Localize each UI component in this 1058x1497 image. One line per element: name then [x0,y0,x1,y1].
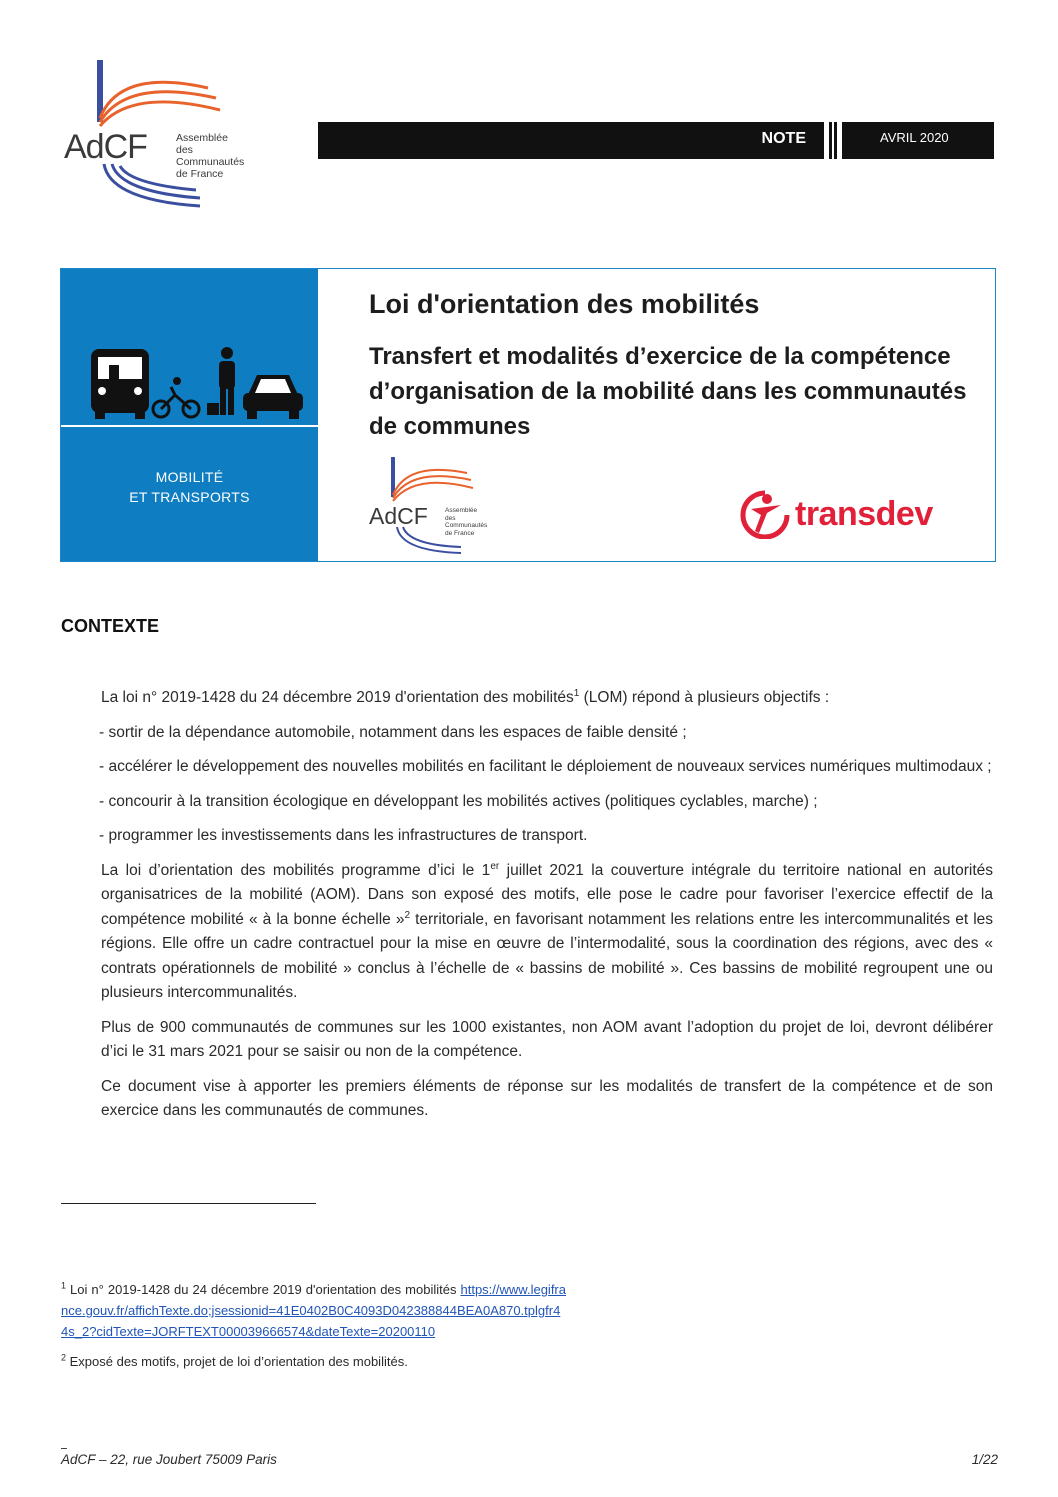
footnote-separator [61,1203,316,1204]
body-paragraph: Ce document vise à apporter les premiers éléments de réponse sur les modalités de transfert de la compétence et de son exercice dans les communautés de communes. [101,1077,993,1119]
body-paragraph: Plus de 900 communautés de communes sur les 1000 existantes, non AOM avant l’adoption du projet de loi, devront délibérer d’ici le 31 mars 2021 pour se saisir ou non de la compétence. [101,1018,993,1060]
list-item: - concourir à la transition écologique en développant les mobilités actives (politiques cyclables, marche) ; [99,792,818,810]
note-label: NOTE [761,130,806,147]
footer-mark [61,1448,67,1449]
footnote-ref[interactable]: 2 [404,909,411,921]
date-label: AVRIL 2020 [880,130,949,145]
banner-separator [829,122,832,159]
date-banner [842,122,994,159]
footnote-ref[interactable]: 1 [573,687,580,699]
transport-pictograms-icon [89,343,309,423]
footnotes [61,1279,566,1381]
transdev-logo [737,489,937,539]
document-title: Loi d'orientation des mobilités [369,289,760,319]
page-number: 1/22 [971,1452,998,1467]
footnote-1: $^1$ Loi n° 2019-1428 du 24 décembre 2019 d'orientation des mobilités https://www.legifrance.gouv.fr/affichTexte.do;jsessionid=41E0402B0C4093D042388844BEA0A870.tplgfr44s_2?cidTexte=JORFTEXT000039666574&dateTexte=20200110 [61,1280,566,1339]
logo-small-subtitle: Assemblée des Communautés de France [445,507,488,537]
adcf-logo [60,60,260,210]
transdev-figure-icon [737,489,793,539]
document-subtitle: Transfert et modalités d’exercice de la compétence d’organisation de la mobilité dans les communautés de communes [369,343,967,440]
list-item: - sortir de la dépendance automobile, notamment dans les espaces de faible densité ; [99,723,687,741]
note-banner [318,122,824,159]
section-title: CONTEXTE [61,616,160,636]
list-item: - programmer les investissements dans les infrastructures de transport. [99,827,588,844]
intro-paragraph: La loi n° 2019-1428 du 24 décembre 2019 d'orientation des mobilités$^1$ (LOM) répond à plusieurs objectifs : [101,687,830,706]
footnote-link[interactable]: https://www.legifrance.gouv.fr/affichTexte.do;jsessionid=41E0402B0C4093D042388844BEA0A870.tplgfr44s_2?cidTexte=JORFTEXT000039666574&dateTexte=20200110 [61,1282,566,1339]
list-item: - accélérer le développement des nouvelles mobilités en facilitant le déploiement de nouveaux services numériques multimodaux ; [99,758,992,775]
footnote-2: $^2$ Exposé des motifs, projet de loi d’orientation des mobilités. [61,1352,408,1369]
body-paragraph: La loi d’orientation des mobilités programme d’ici le 1er juillet 2021 la couverture intégrale du territoire national en autorités organisatrices de la mobilité (AOM). Dans son exposé des motifs, elle pose le cadre pour favoriser l’exercice effectif de la compétence mobilité « à la bonne échelle »$^2$ territoriale, en favorisant notamment les relations entre les intercommunalités et les régions. Elle offre un cadre contractuel pour la mise en œuvre de l’intermodalité, sous la coordination des régions, avec des « contrats opérationnels de mobilité » conclus à l’échelle de « bassins de mobilité ». Ces bassins de mobilité regroupent une ou plusieurs intercommunalités. [101,860,994,1001]
transdev-wordmark: transdev [795,495,933,533]
footer-address: AdCF – 22, rue Joubert 75009 Paris [61,1452,277,1467]
logo-word: AdCF [64,128,147,166]
panel-divider [61,425,318,427]
category-label: MOBILITÉ ET TRANSPORTS [129,469,250,505]
category-panel [61,269,318,561]
logo-small-word: AdCF [369,503,428,529]
banner-separator [834,122,837,159]
logo-subtitle: Assemblée des Communautés de France [176,132,245,180]
adcf-logo-small [367,455,497,555]
title-box [60,268,996,562]
body-content [101,686,993,1134]
